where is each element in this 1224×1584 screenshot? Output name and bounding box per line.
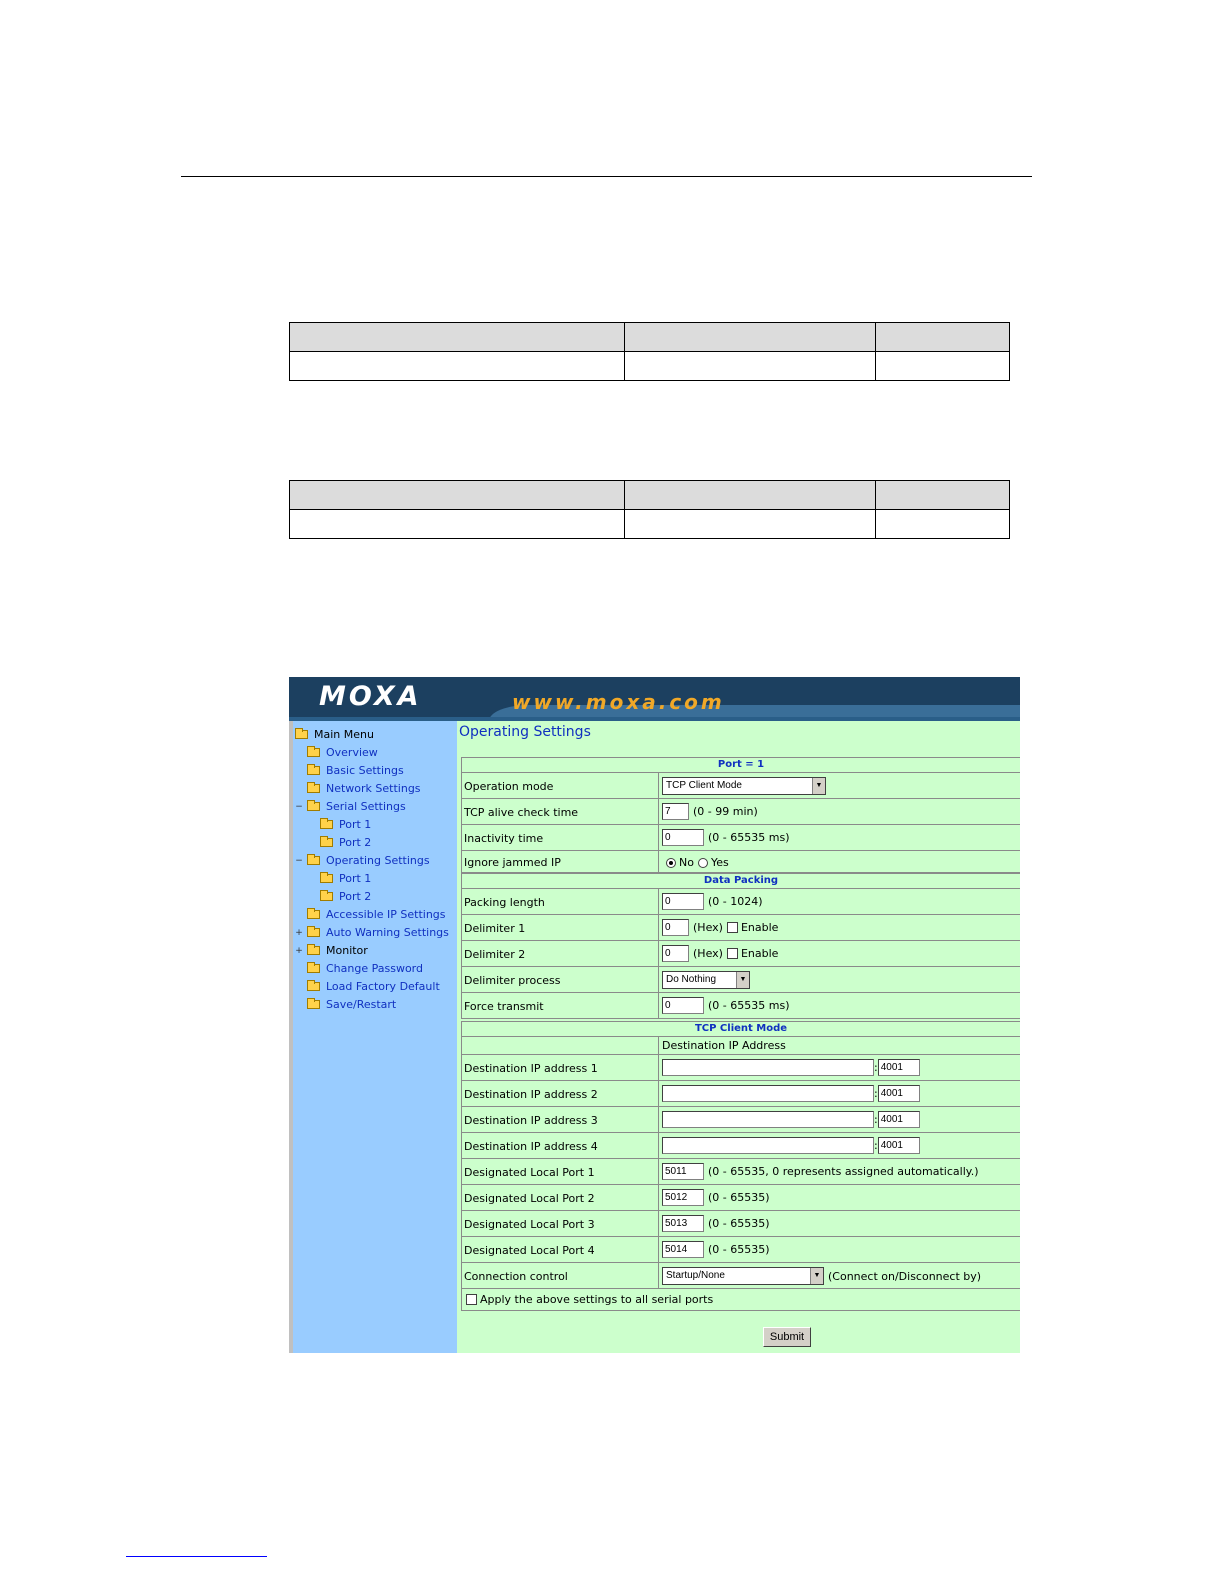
collapse-icon[interactable]: − [295, 856, 303, 866]
sidebar-item-network-settings[interactable]: Network Settings [307, 779, 421, 797]
sidebar-item-operating-settings[interactable]: Operating Settings [307, 851, 430, 869]
label-ignore-jammed: Ignore jammed IP [464, 856, 561, 869]
delimiter-2-enable-checkbox[interactable] [727, 948, 738, 959]
row-inactivity [461, 825, 1020, 851]
apply-all-label: Apply the above settings to all serial ports [480, 1293, 714, 1306]
header-rule [181, 176, 1032, 177]
folder-icon [307, 946, 320, 955]
destination-port-2-input[interactable]: 4001 [878, 1085, 920, 1102]
connection-control-hint: (Connect on/Disconnect by) [828, 1269, 982, 1283]
folder-icon [307, 1000, 320, 1009]
section-data-packing: Data Packing [461, 873, 1020, 889]
connection-control-select[interactable]: Startup/None ▼ [662, 1267, 824, 1285]
footer-link-underline [126, 1556, 267, 1557]
row-destination-ip-3: Destination IP address 3 : 4001 [461, 1107, 1020, 1133]
main-panel [457, 721, 1020, 1353]
sidebar-item-monitor[interactable]: Monitor [307, 941, 368, 959]
folder-icon [307, 910, 320, 919]
sidebar-item-serial-port-2[interactable]: Port 2 [320, 833, 371, 851]
local-port-3-input[interactable]: 5013 [662, 1215, 704, 1232]
row-local-port-2: Designated Local Port 2 5012 (0 - 65535) [461, 1185, 1020, 1211]
row-delimiter-2: Delimiter 2 0 (Hex) Enable [461, 941, 1020, 967]
ignore-jammed-no-radio[interactable] [666, 858, 676, 868]
row-destination-ip-1: Destination IP address 1 : 4001 [461, 1055, 1020, 1081]
inactivity-input[interactable]: 0 [662, 829, 704, 846]
page-title: Operating Settings [459, 724, 591, 740]
folder-icon [320, 838, 333, 847]
folder-open-icon [307, 802, 320, 811]
row-local-port-1: Designated Local Port 1 5011 (0 - 65535, 0 represents assigned automatically.) [461, 1159, 1020, 1185]
folder-icon [307, 964, 320, 973]
destination-ip-3-input[interactable] [662, 1111, 874, 1128]
row-operation-mode [461, 773, 1020, 799]
row-destination-header [461, 1037, 1020, 1055]
delimiter-1-enable-checkbox[interactable] [727, 922, 738, 933]
packing-length-input[interactable]: 0 [662, 893, 704, 910]
destination-ip-2-input[interactable] [662, 1085, 874, 1102]
label-delimiter-2: Delimiter 2 [464, 948, 526, 961]
label-force-transmit: Force transmit [464, 1000, 544, 1013]
expand-icon[interactable]: + [295, 946, 303, 956]
destination-header: Destination IP Address [662, 1039, 786, 1052]
sidebar-item-serial-port-1[interactable]: Port 1 [320, 815, 371, 833]
folder-icon [320, 892, 333, 901]
sidebar-item-operating-port-2[interactable]: Port 2 [320, 887, 371, 905]
tcp-alive-hint: (0 - 99 min) [693, 805, 758, 818]
row-destination-ip-2: Destination IP address 2 : 4001 [461, 1081, 1020, 1107]
folder-icon [307, 928, 320, 937]
dropdown-arrow-icon: ▼ [810, 1268, 823, 1284]
delimiter-process-select[interactable]: Do Nothing ▼ [662, 971, 750, 989]
web-console-screenshot [289, 677, 1020, 1353]
sidebar-item-change-password[interactable]: Change Password [307, 959, 423, 977]
folder-icon [307, 766, 320, 775]
operation-mode-select[interactable]: TCP Client Mode ▼ [662, 777, 826, 795]
ignore-jammed-yes-radio[interactable] [698, 858, 708, 868]
local-port-1-input[interactable]: 5011 [662, 1163, 704, 1180]
moxa-banner [289, 677, 1020, 721]
moxa-logo: MOXA [319, 681, 422, 712]
force-transmit-input[interactable]: 0 [662, 997, 704, 1014]
label-inactivity: Inactivity time [464, 832, 544, 845]
delimiter-2-input[interactable]: 0 [662, 945, 689, 962]
apply-all-checkbox[interactable] [466, 1294, 477, 1305]
sidebar-item-main-menu[interactable]: Main Menu [295, 725, 374, 743]
folder-icon [307, 784, 320, 793]
destination-port-3-input[interactable]: 4001 [878, 1111, 920, 1128]
row-packing-length [461, 889, 1020, 915]
row-delimiter-process [461, 967, 1020, 993]
force-transmit-hint: (0 - 65535 ms) [708, 999, 790, 1012]
destination-ip-1-input[interactable] [662, 1059, 874, 1076]
dropdown-arrow-icon: ▼ [812, 778, 825, 794]
site-url: www.moxa.com [512, 690, 725, 714]
document-table-2 [289, 480, 1010, 539]
local-port-4-input[interactable]: 5014 [662, 1241, 704, 1258]
sidebar-item-basic-settings[interactable]: Basic Settings [307, 761, 404, 779]
folder-open-icon [307, 856, 320, 865]
row-force-transmit [461, 993, 1020, 1019]
section-port: Port = 1 [461, 757, 1020, 773]
row-tcp-alive [461, 799, 1020, 825]
row-delimiter-1: Delimiter 1 0 (Hex) Enable [461, 915, 1020, 941]
sidebar-menu [289, 721, 457, 1353]
label-delimiter-process: Delimiter process [464, 974, 561, 987]
dropdown-arrow-icon: ▼ [736, 972, 749, 988]
packing-length-hint: (0 - 1024) [708, 895, 763, 908]
row-ignore-jammed: Ignore jammed IP No Yes [461, 851, 1020, 873]
destination-port-4-input[interactable]: 4001 [878, 1137, 920, 1154]
folder-icon [320, 874, 333, 883]
destination-ip-4-input[interactable] [662, 1137, 874, 1154]
destination-port-1-input[interactable]: 4001 [878, 1059, 920, 1076]
submit-button[interactable]: Submit [763, 1327, 811, 1347]
document-table-1 [289, 322, 1010, 381]
tcp-alive-input[interactable]: 7 [662, 803, 689, 820]
label-operation-mode: Operation mode [464, 780, 554, 793]
sidebar-item-load-factory-default[interactable]: Load Factory Default [307, 977, 440, 995]
row-destination-ip-4: Destination IP address 4 : 4001 [461, 1133, 1020, 1159]
label-connection-control: Connection control [464, 1270, 568, 1283]
sidebar-item-auto-warning[interactable]: Auto Warning Settings [307, 923, 449, 941]
delimiter-1-input[interactable]: 0 [662, 919, 689, 936]
label-tcp-alive: TCP alive check time [464, 806, 579, 819]
section-tcp-client-mode: TCP Client Mode [461, 1021, 1020, 1037]
row-apply-all [461, 1289, 1020, 1311]
row-local-port-3: Designated Local Port 3 5013 (0 - 65535) [461, 1211, 1020, 1237]
folder-open-icon [295, 730, 308, 739]
label-packing-length: Packing length [464, 896, 545, 909]
folder-icon [307, 982, 320, 991]
collapse-icon[interactable]: − [295, 802, 303, 812]
sidebar-item-accessible-ip[interactable]: Accessible IP Settings [307, 905, 446, 923]
expand-icon[interactable]: + [295, 928, 303, 938]
sidebar-item-overview[interactable]: Overview [307, 743, 378, 761]
row-local-port-4: Designated Local Port 4 5014 (0 - 65535) [461, 1237, 1020, 1263]
label-delimiter-1: Delimiter 1 [464, 922, 526, 935]
sidebar-item-save-restart[interactable]: Save/Restart [307, 995, 396, 1013]
sidebar-item-serial-settings[interactable]: Serial Settings [307, 797, 406, 815]
folder-icon [307, 748, 320, 757]
inactivity-hint: (0 - 65535 ms) [708, 831, 790, 844]
sidebar-item-operating-port-1[interactable]: Port 1 [320, 869, 371, 887]
row-connection-control [461, 1263, 1020, 1289]
folder-icon [320, 820, 333, 829]
local-port-2-input[interactable]: 5012 [662, 1189, 704, 1206]
